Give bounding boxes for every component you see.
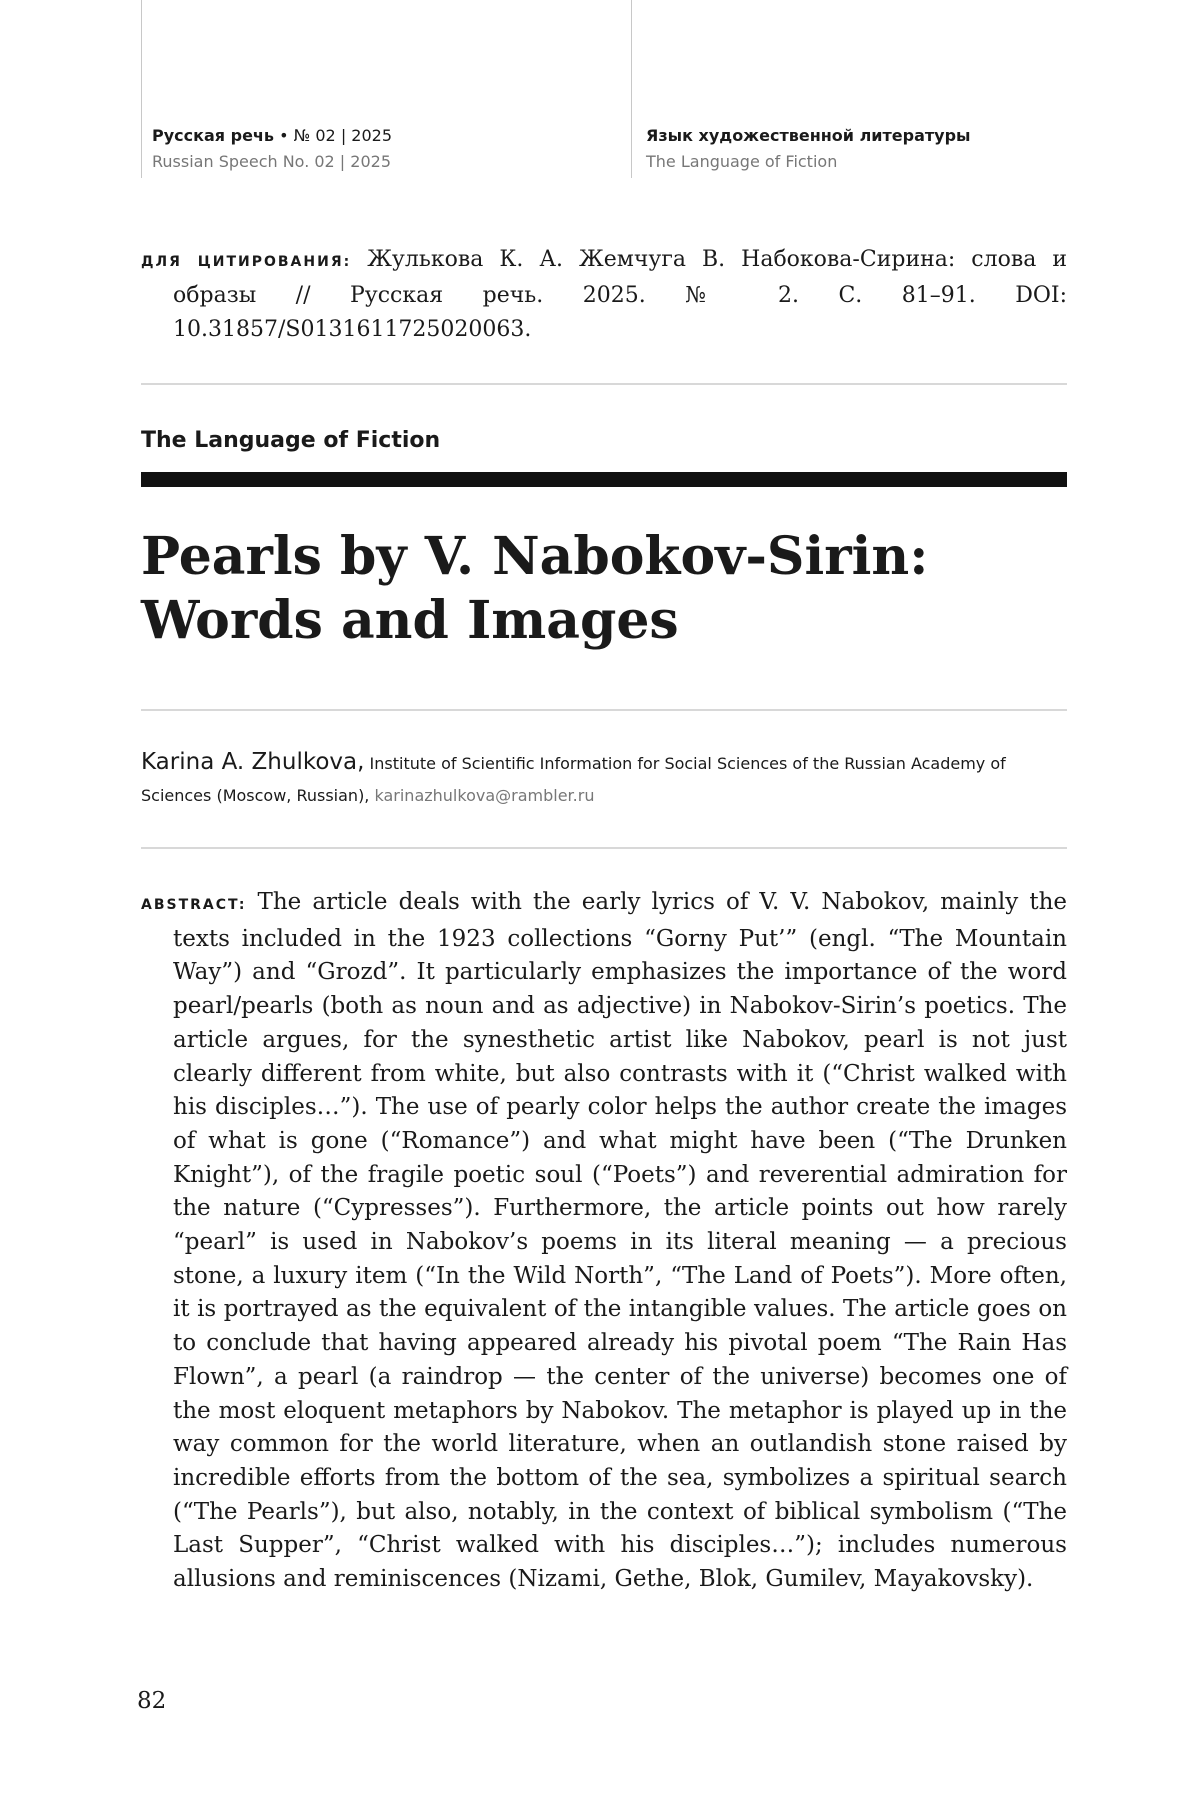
- article-title-line2: Words and Images: [141, 590, 679, 651]
- author-affiliation: Institute of Scientific Information for Social Sciences of the Russian Academy of Sciences (Moscow, Russian),: [141, 754, 1006, 805]
- citation-text: Жулькова К. А. Жемчуга В. Набокова-Сирина: слова и образы // Русская речь. 2025. № 2. С. 81–91. DOI: 10.31857/S0131611725020063.: [173, 247, 1067, 342]
- journal-name: Русская речь: [152, 126, 275, 145]
- divider-after-author: [141, 847, 1067, 849]
- divider-after-citation: [141, 383, 1067, 385]
- abstract-label: ABSTRACT:: [141, 897, 247, 913]
- divider-before-author: [141, 709, 1067, 711]
- abstract-text: The article deals with the early lyrics of V. V. Nabokov, mainly the texts included in the 1923 collections “Gorny Put’” (engl. “The Mountain Way”) and “Grozd”. It particularly emphasizes the importance of the word pearl/pearls (both as noun and as adjective) in Nabokov-Sirin’s poetics. The article argues, for the synesthetic artist like Nabokov, pearl is not just clearly different from white, but also contrasts with it (“Christ walked with his disciples…”). The use of pearly color helps the author create the images of what is gone (“Romance”) and what might have been (“The Drunken Knight”), of the fragile poetic soul (“Poets”) and reverential admiration for the nature (“Cypresses”). Furthermore, the article points out how rarely “pearl” is used in Nabokov’s poems in its literal meaning — a precious stone, a luxury item (“In the Wild North”, “The Land of Poets”). More often, it is portrayed as the equivalent of the intangible values. The article goes on to conclude that having appeared already his pivotal poem “The Rain Has Flown”, a pearl (a raindrop — the center of the universe) becomes one of the most eloquent metaphors by Nabokov. The metaphor is played up in the way common for the world literature, when an outlandish stone raised by incredible efforts from the bottom of the sea, symbolizes a spiritual search (“The Pearls”), but also, notably, in the context of biblical symbolism (“The Last Supper”, “Christ walked with his disciples…”); includes numerous allusions and reminiscences (Nizami, Gethe, Blok, Gumilev, Mayakovsky).: [173, 889, 1067, 1593]
- author-name: Karina A. Zhulkova,: [141, 749, 365, 775]
- page-number: 82: [137, 1688, 167, 1714]
- running-header-section: [646, 123, 971, 175]
- abstract-block: [141, 886, 1067, 1597]
- section-title: The Language of Fiction: [141, 428, 441, 453]
- journal-issue-ru: [152, 123, 392, 149]
- section-header-en: The Language of Fiction: [646, 152, 838, 171]
- journal-issue: • № 02 | 2025: [279, 126, 393, 145]
- header-divider-right: [631, 0, 632, 178]
- citation-block: [141, 243, 1067, 347]
- section-header-ru: Язык художественной литературы: [646, 126, 971, 145]
- citation-label: ДЛЯ ЦИТИРОВАНИЯ:: [141, 254, 352, 270]
- header-divider-left: [141, 0, 142, 178]
- author-email[interactable]: karinazhulkova@rambler.ru: [374, 786, 595, 805]
- article-title-line1: Pearls by V. Nabokov-Sirin:: [141, 526, 929, 587]
- author-block: [141, 746, 1021, 812]
- running-header-journal: [152, 123, 392, 175]
- section-rule: [141, 472, 1067, 487]
- journal-issue-en: Russian Speech No. 02 | 2025: [152, 152, 391, 171]
- article-title: [141, 525, 1067, 653]
